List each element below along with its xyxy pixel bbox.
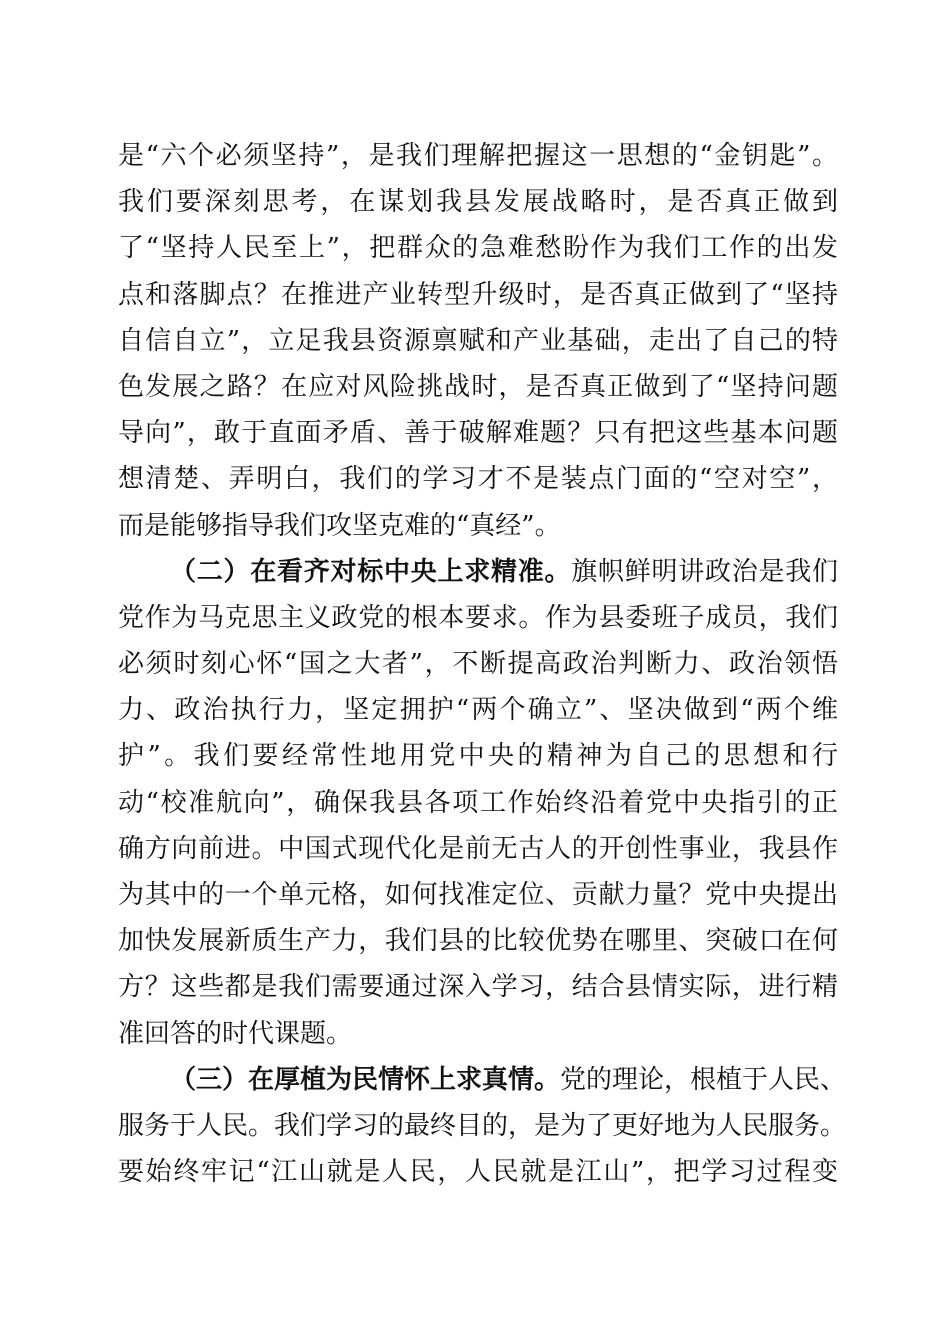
- paragraph-line: 为其中的一个单元格，如何找准定位、贡献力量？党中央提出: [118, 880, 838, 910]
- document-body: [118, 133, 847, 1195]
- paragraph-line: 确方向前进。中国式现代化是前无古人的开创性事业，我县作: [118, 833, 838, 864]
- paragraph-1: [118, 133, 838, 549]
- paragraph-3: [118, 1057, 847, 1196]
- paragraph-line: 护”。我们要经常性地用党中央的精神为自己的思想和行: [118, 741, 838, 772]
- paragraph-line: 自信自立”，立足我县资源禀赋和产业基础，走出了自己的特: [118, 325, 838, 356]
- paragraph-line: 我们要深刻思考，在谋划我县发展战略时，是否真正做到: [118, 187, 838, 218]
- paragraph-line: 了“坚持人民至上”，把群众的急难愁盼作为我们工作的出发: [118, 233, 838, 264]
- heading-line-rest: 旗帜鲜明讲政治是我们: [571, 556, 838, 587]
- paragraph-line: 要始终牢记“江山就是人民，人民就是江山”，把学习过程变: [118, 1157, 838, 1188]
- paragraph-line: 而是能够指导我们攻坚克难的“真经”。: [118, 510, 561, 541]
- paragraph-first-line: [118, 1057, 847, 1103]
- paragraph-2: [118, 549, 838, 1057]
- paragraph-line: 党作为马克思主义政党的根本要求。作为县委班子成员，我们: [118, 602, 838, 633]
- paragraph-line: 加快发展新质生产力，我们县的比较优势在哪里、突破口在何: [118, 926, 838, 957]
- paragraph-line: 服务于人民。我们学习的最终目的，是为了更好地为人民服务。: [118, 1110, 847, 1141]
- paragraph-line: 点和落脚点？在推进产业转型升级时，是否真正做到了“坚持: [118, 279, 838, 310]
- section-heading: （三）在厚植为民情怀上求真情。: [170, 1064, 561, 1095]
- paragraph-line: 准回答的时代课题。: [118, 1018, 353, 1049]
- paragraph-line: 色发展之路？在应对风险挑战时，是否真正做到了“坚持问题: [118, 371, 838, 402]
- paragraph-line: 方？这些都是我们需要通过深入学习，结合县情实际，进行精: [118, 972, 838, 1003]
- paragraph-line: 力、政治执行力，坚定拥护“两个确立”、坚决做到“两个维: [118, 695, 838, 726]
- paragraph-line: 是“六个必须坚持”，是我们理解把握这一思想的“金钥匙”。: [118, 141, 838, 171]
- heading-line-rest: 党的理论，根植于人民、: [560, 1064, 847, 1095]
- paragraph-line: 必须时刻心怀“国之大者”，不断提高政治判断力、政治领悟: [118, 649, 838, 680]
- section-heading: （二）在看齐对标中央上求精准。: [170, 556, 572, 587]
- paragraph-first-line: [118, 549, 838, 595]
- paragraph-line: 导向”，敢于直面矛盾、善于破解难题？只有把这些基本问题: [118, 418, 838, 449]
- paragraph-line: 动“校准航向”，确保我县各项工作始终沿着党中央指引的正: [118, 787, 838, 818]
- paragraph-line: 想清楚、弄明白，我们的学习才不是装点门面的“空对空”，: [118, 464, 838, 495]
